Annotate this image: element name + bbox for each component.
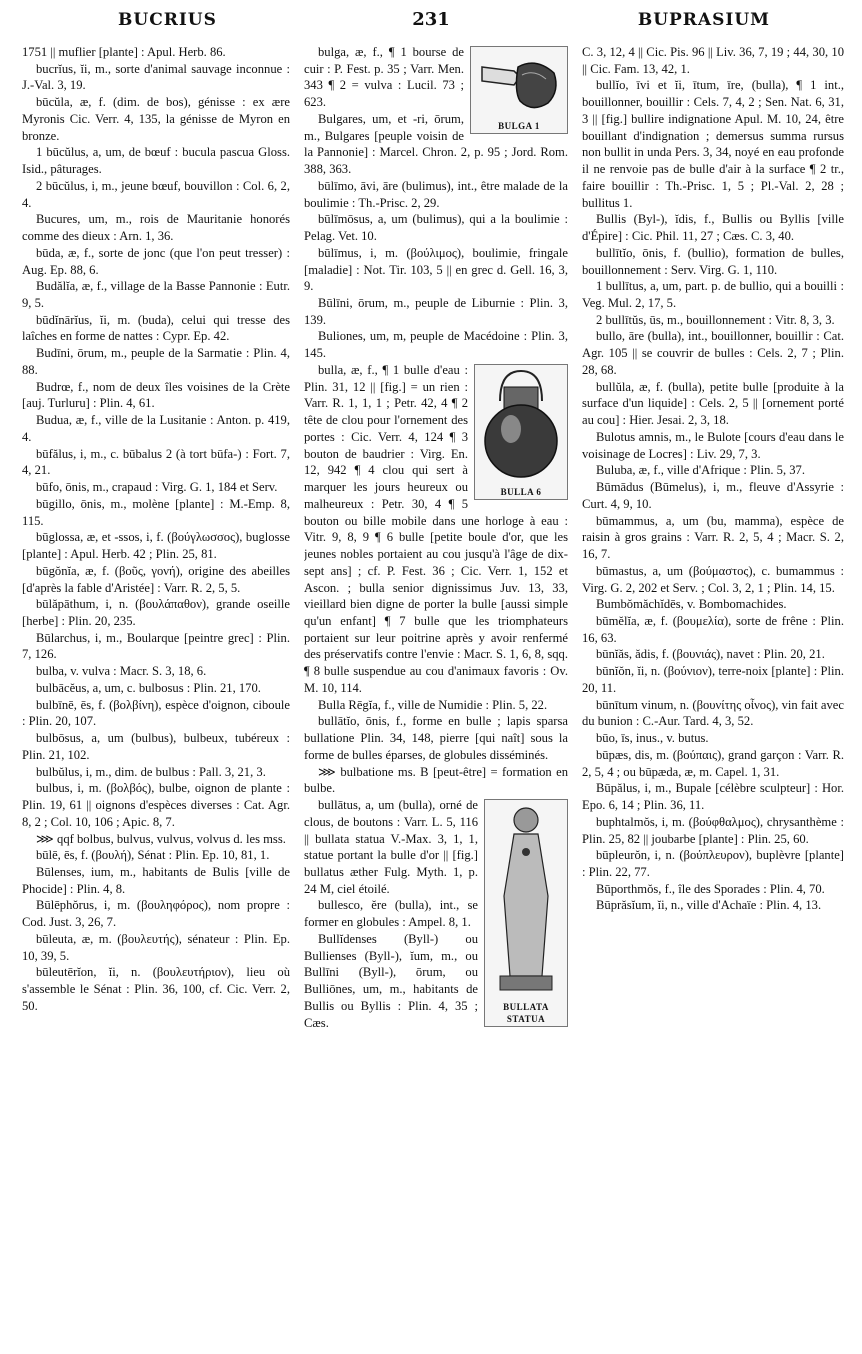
dictionary-entry: Bullis (Byl-), ĭdis, f., Bullis ou Byllis [ville d'Épire] : Cic. Phil. 11, 27 ; Cæs. C. 3, 40. bbox=[582, 212, 844, 244]
column-3 bbox=[582, 44, 844, 1342]
column-1 bbox=[22, 44, 290, 1342]
column-2 bbox=[304, 44, 568, 1342]
dictionary-entry: C. 3, 12, 4 || Cic. Pis. 96 || Liv. 36, 7, 19 ; 44, 30, 10 || Cic. Fam. 13, 42, 1. bbox=[582, 45, 844, 76]
dictionary-entry: Būmādus (Būmelus), i, m., fleuve d'Assyrie : Curt. 4, 9, 10. bbox=[582, 480, 844, 511]
dictionary-entry: būpleurŏn, i, n. (βούπλευρον), buplèvre [plante] : Plin. 22, 77. bbox=[582, 848, 844, 879]
dictionary-entry: Būlarchus, i, m., Boularque [peintre grec] : Plin. 7, 126. bbox=[22, 630, 290, 662]
dictionary-entry: būda, æ, f., sorte de jonc (que l'on peut tresser) : Aug. Ep. 88, 6. bbox=[22, 245, 290, 277]
dictionary-entry: ⋙ qqf bolbus, bulvus, vulvus, volvus d. les mss. bbox=[36, 831, 286, 846]
dictionary-entry: Budua, æ, f., ville de la Lusitanie : Anton. p. 419, 4. bbox=[22, 413, 290, 444]
dictionary-entry: Būlenses, ium, m., habitants de Bulis [ville de Phocide] : Plin. 4, 8. bbox=[22, 864, 290, 896]
dictionary-entry: bullĭo, īvi et ĭi, ītum, īre, (bulla), ¶ 1 int., bouillonner, bouillir : Cels. 7, 4, 2 ; Sen. Nat. 6, 31, 3 || [fig.] bullire indignatione Apul. M. 10, 24, être bouillant d'indignation ; demersus summa rursus non bullit in unda Pers. 3, 34, noyé en eau profonde il ne renvoie pas de bulle d'air à la surface ¶ 2 tr., faire bouillir : Th.-Prisc. 1, 5 ; Pl.-Val. 2, 28 ; bullitus 1. bbox=[582, 78, 844, 210]
figure-caption: BULLA 6 bbox=[500, 486, 542, 497]
dictionary-entry: būlīmōsus, a, um (bulimus), qui a la boulimie : Pelag. Vet. 10. bbox=[304, 212, 568, 244]
dictionary-entry: bulbācĕus, a, um, c. bulbosus : Plin. 21, 170. bbox=[36, 680, 261, 695]
figure-bulla bbox=[474, 364, 568, 500]
dictionary-entry: bulbŭlus, i, m., dim. de bulbus : Pall. 3, 21, 3. bbox=[36, 764, 266, 779]
dictionary-entry: Buliones, um, m, peuple de Macédoine : Plin. 3, 145. bbox=[304, 329, 568, 361]
dictionary-entry: būleuta, æ, m. (βουλευτής), sénateur : Plin. Ep. 10, 39, 5. bbox=[22, 931, 290, 963]
dictionary-entry: ⋙ bulbatione ms. B [peut-être] = formation en bulbe. bbox=[304, 764, 568, 796]
dictionary-entry: būglossa, æ, et -ssos, i, f. (βούγλωσσος), buglosse [plante] : Apul. Herb. 42 ; Plin. 25, 81. bbox=[22, 530, 290, 562]
dictionary-entry: Budălĭa, æ, f., village de la Basse Pannonie : Eutr. 9, 5. bbox=[22, 279, 290, 311]
pouch-illustration bbox=[474, 47, 564, 119]
dictionary-entry: Būporthmŏs, f., île des Sporades : Plin. 4, 70. bbox=[596, 881, 825, 896]
dictionary-entry: būmammus, a, um (bu, mamma), espèce de raisin à gros grains : Varr. R. 2, 5, 4 ; Macr. S. 2, 16, 7. bbox=[582, 513, 844, 562]
dictionary-entry: 2 būcŭlus, i, m., jeune bœuf, bouvillon : Col. 6, 2, 4. bbox=[22, 178, 290, 210]
dictionary-entry: būlīmus, i, m. (βούλιμος), boulimie, fringale [maladie] : Not. Tir. 103, 5 || en grec d. Gell. 16, 3, 9. bbox=[304, 245, 568, 294]
dictionary-entry: bulbus, i, m. (βολβός), bulbe, oignon de plante : Plin. 19, 61 || oignons d'espèces diverses : Cat. Agr. 8, 2 ; Col. 10, 106 ; Apic. 8, 7. bbox=[22, 781, 290, 829]
dictionary-entry: būlē, ēs, f. (βουλή), Sénat : Plin. Ep. 10, 81, 1. bbox=[36, 848, 270, 863]
dictionary-entry: bulla, æ, f., ¶ 1 bulle d'eau : Plin. 31, 12 || [fig.] = un rien : Varr. R. 1, 1, 1 ; Petr. 42, 4 ¶ 2 tête de clou pour l'ornement des portes : Cic. Verr. 4, 124 ¶ 3 bouton de baudrier : Virg. En. 12, 942 ¶ 4 clou qui sert à marquer les jours heureux ou malheureux : Petr. 30, 4 ¶ 5 bouton ou bille mobile dans une horloge à eau : Vitr. 9, 8, 9 ¶ 6 bulle [petite boule d'or, que les jeunes nobles portaient au cou jusqu'à l'âge de dix-sept ans] ; cf. P. Fest. 36 ; Cic. Verr. 1, 152 et Ascon. ; bulla senior dignissimus Juv. 13, 33, vieillard bien digne de porter la bulle [aussi simple qu'un enfant] ¶ 7 bulle que les triomphateurs portaient sur leur poitrine après y avoir renfermé des préservatifs contre l'envie : Macr. S. 1, 6, 8, sqq. ¶ 8 bulle suspendue au cou d'animaux favoris : Ov. M. 10, 114. bbox=[304, 362, 568, 695]
dictionary-entry: Buluba, æ, f., ville d'Afrique : Plin. 5, 37. bbox=[596, 463, 806, 478]
dictionary-entry: būnĭăs, ădis, f. (βουνιάς), navet : Plin. 20, 21. bbox=[596, 647, 825, 662]
dictionary-entry: būpæs, dis, m. (βούπαις), grand garçon : Varr. R. 2, 5, 4 ; ou būpæda, æ, m. Capel. 1, 31. bbox=[582, 747, 844, 779]
running-head-right: BUPRASIUM bbox=[637, 10, 770, 30]
figure-caption: BULGA 1 bbox=[498, 121, 540, 131]
dictionary-entry: bullesco, ĕre (bulla), int., se former en globules : Ampel. 8, 1. bbox=[304, 898, 478, 930]
dictionary-entry: būlīmo, āvi, āre (bulimus), int., être malade de la boulimie : Th.-Prisc. 2, 29. bbox=[304, 178, 568, 210]
dictionary-entry: Budīni, ōrum, m., peuple de la Sarmatie : Plin. 4, 88. bbox=[22, 346, 290, 377]
page-number: 231 bbox=[412, 9, 450, 30]
dictionary-entry: Budrœ, f., nom de deux îles voisines de la Crète [auj. Turluru] : Plin. 4, 61. bbox=[22, 379, 290, 411]
dictionary-entry: bullo, āre (bulla), int., bouillonner, bouillir : Cat. Agr. 105 || se couvrir de bulles : Cels. 2, 7 ; Plin. 28, 68. bbox=[582, 329, 844, 377]
dictionary-entry: būo, īs, inus., v. butus. bbox=[596, 731, 709, 746]
dictionary-entry: būleutērĭon, ĭi, n. (βουλευτήριον), lieu où s'assemble le Sénat : Plin. 36, 100, cf. Cic. Verr. 2, 50. bbox=[22, 965, 290, 1013]
running-head-left: BUCRIUS bbox=[118, 10, 217, 30]
dictionary-entry: Bullĭdenses (Byll-) ou Bullienses (Byll-), ĭum, m., ou Bullīni (Byll-), ōrum, ou Bulliōnes, um, m., habitants de Bullis ou Byllis : Plin. 4, 35 ; Cæs. bbox=[304, 931, 478, 1030]
statue-illustration bbox=[488, 800, 564, 1000]
dictionary-entry: bucrĭus, ĭi, m., sorte d'animal sauvage inconnue : J.-Val. 3, 19. bbox=[22, 61, 290, 93]
dictionary-entry: bulbōsus, a, um (bulbus), bulbeux, tubéreux : Plin. 21, 102. bbox=[22, 731, 290, 762]
dictionary-entry: būmĕlĭa, æ, f. (βουμελία), sorte de frêne : Plin. 16, 63. bbox=[582, 613, 844, 645]
dictionary-entry: bulga, æ, f., ¶ 1 bourse de cuir : P. Fest. p. 35 ; Varr. Men. 343 ¶ 2 = vulva : Lucil. 73 ; 623. bbox=[304, 45, 464, 110]
dictionary-entry: būdĭnārĭus, ĭi, m. (buda), celui qui tresse des laîches en forme de nattes : Cypr. Ep. 42. bbox=[22, 312, 290, 344]
dictionary-entry: būfo, ōnis, m., crapaud : Virg. G. 1, 184 et Serv. bbox=[36, 480, 278, 495]
dictionary-entry: Bumbŏmăchĭdēs, v. Bombomachides. bbox=[596, 597, 787, 612]
dictionary-entry: Bulgares, um, et -ri, ōrum, m., Bulgares [peuple voisin de la Pannonie] : Marcel. Chron. 2, p. 95 ; Jord. Rom. 388, 363. bbox=[304, 111, 568, 177]
dictionary-entry: būnĭŏn, ĭi, n. (βούνιον), terre-noix [plante] : Plin. 20, 11. bbox=[582, 664, 844, 695]
dictionary-entry: Bulotus amnis, m., le Bulote [cours d'eau dans le voisinage de Locres] : Liv. 29, 7, 3. bbox=[582, 429, 844, 461]
figure-bullata-statua bbox=[484, 799, 568, 1027]
dictionary-entry: Būlēphŏrus, i, m. (βουληφόρος), nom propre : Cod. Just. 3, 26, 7. bbox=[22, 898, 290, 930]
dictionary-entry: bullītĭo, ōnis, f. (bullio), formation de bulles, bouillonnement : Serv. Virg. G. 1, 110. bbox=[582, 245, 844, 277]
dictionary-entry: 1 bullītus, a, um, part. p. de bullio, qui a bouilli : Veg. Mul. 2, 17, 5. bbox=[582, 279, 844, 311]
dictionary-entry: būlăpāthum, i, n. (βουλάπαθον), grande oseille [herbe] : Plin. 20, 235. bbox=[22, 597, 290, 628]
dictionary-entry: būgillo, ōnis, m., molène [plante] : M.-Emp. 8, 115. bbox=[22, 496, 290, 528]
dictionary-entry: 2 bullītŭs, ūs, m., bouillonnement : Vitr. 8, 3, 3. bbox=[596, 312, 835, 327]
dictionary-entry: bulba, v. vulva : Macr. S. 3, 18, 6. bbox=[36, 664, 207, 679]
dictionary-entry: būfălus, i, m., c. būbalus 2 (à tort būfa-) : Fort. 7, 4, 21. bbox=[22, 446, 290, 478]
dictionary-entry: būmastus, a, um (βούμαστος), c. bumammus : Virg. G. 2, 202 et Serv. ; Col. 3, 2, 1 ; Plin. 14, 15. bbox=[582, 563, 844, 595]
dictionary-entry: Bucures, um, m., rois de Mauritanie honorés comme des dieux : Arn. 1, 36. bbox=[22, 212, 290, 244]
bulla-illustration bbox=[478, 365, 564, 485]
dictionary-entry: Būprăsĭum, ĭi, n., ville d'Achaïe : Plin. 4, 13. bbox=[596, 898, 822, 913]
dictionary-entry: Būpălus, i, m., Bupale [célèbre sculpteur] : Hor. Epo. 6, 14 ; Plin. 36, 11. bbox=[582, 781, 844, 813]
figure-bulga bbox=[470, 46, 568, 134]
dictionary-entry: 1751 || muflier [plante] : Apul. Herb. 86. bbox=[22, 45, 226, 59]
dictionary-entry: bullŭla, æ, f. (bulla), petite bulle [produite à la surface d'un liquide] : Cels. 2, 5 || [ornement porté au cou] : Hier. Jesai. 2, 3, 18. bbox=[582, 379, 844, 428]
dictionary-entry: bullātus, a, um (bulla), orné de clous, de boutons : Varr. L. 5, 116 || bullata statua V.-Max. 3, 1, 1, statue portant la bulle d'or || [fig.] bullatus æther Fulg. Myth. 1, p. 24 M, ciel étoilé. bbox=[304, 798, 478, 896]
dictionary-entry: būgŏnĭa, æ, f. (βοῦς, γονή), origine des abeilles [d'après la fable d'Aristée] : Varr. R. 2, 5, 5. bbox=[22, 563, 290, 595]
page-header bbox=[0, 10, 862, 40]
dictionary-entry: būcŭla, æ, f. (dim. de bos), génisse : ex ære Myronis Cic. Verr. 4, 135, la génisse de Myron en bronze. bbox=[22, 95, 290, 143]
dictionary-entry: bullātĭo, ōnis, f., forme en bulle ; lapis sparsa bullatione Plin. 34, 148, pierre [qui naît] sous la forme de bulles éparses, de globules disséminés. bbox=[304, 714, 568, 762]
figure-caption: BULLATA STATUA bbox=[503, 1002, 549, 1025]
dictionary-entry: buphtalmŏs, i, m. (βούφθαλμος), chrysanthème : Plin. 25, 82 || joubarbe [plante] : Plin. 25, 60. bbox=[582, 814, 844, 846]
dictionary-entry: Būlīni, ōrum, m., peuple de Liburnie : Plin. 3, 139. bbox=[304, 296, 568, 327]
dictionary-entry: būnītum vinum, n. (βουνίτης οἶνος), vin fait avec du bunion : C.-Aur. Tard. 4, 3, 52. bbox=[582, 697, 844, 729]
dictionary-entry: Bulla Rēgĭa, f., ville de Numidie : Plin. 5, 22. bbox=[318, 697, 548, 712]
dictionary-entry: 1 būcŭlus, a, um, de bœuf : bucula pascua Gloss. Isid., pâturages. bbox=[22, 145, 290, 177]
dictionary-entry: bulbīnē, ēs, f. (βολβίνη), espèce d'oignon, ciboule : Plin. 20, 107. bbox=[22, 697, 290, 729]
